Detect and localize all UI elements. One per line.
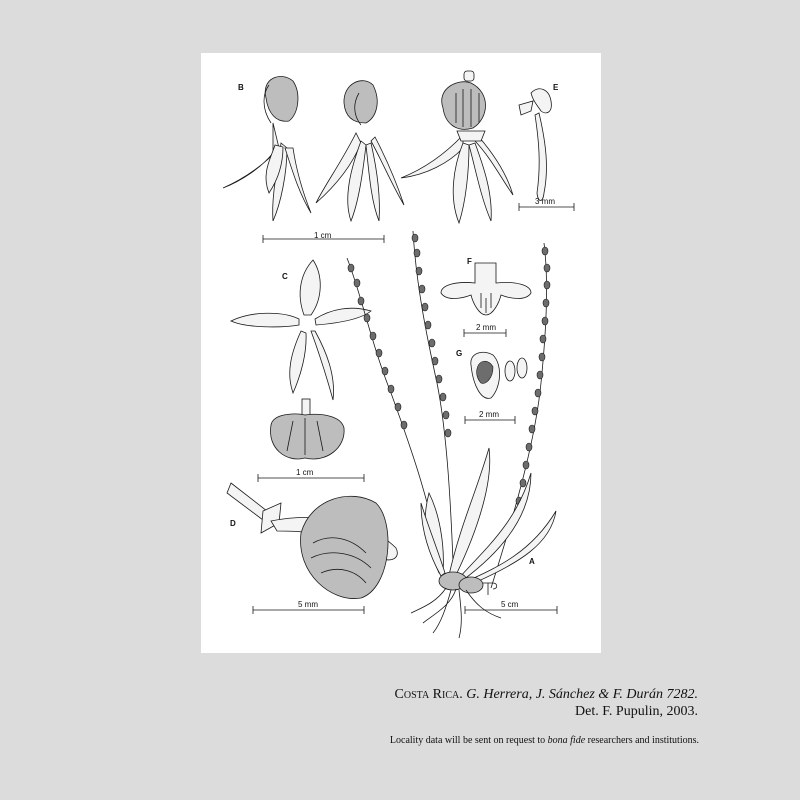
country-label: Costa Rica. <box>394 687 463 702</box>
panel-c-perianth <box>231 260 371 482</box>
locality-note-italic: bona fide <box>547 735 586 746</box>
determination-line: Det. F. Pupulin, 2003. <box>575 704 698 719</box>
locality-note-after: researchers and institutions. <box>585 735 699 746</box>
panel-label-f: F <box>467 257 472 266</box>
scale-label-c: 1 cm <box>296 468 314 477</box>
panel-label-g: G <box>456 349 463 358</box>
locality-note-before: Locality data will be sent on request to <box>389 735 548 746</box>
panel-b-flowers <box>223 71 513 243</box>
locality-note <box>390 735 699 746</box>
panel-d-flower <box>227 483 397 614</box>
collection-line <box>395 686 698 703</box>
scale-label-b: 1 cm <box>314 231 332 240</box>
panel-label-b: B <box>238 83 244 92</box>
panel-label-d: D <box>230 519 236 528</box>
scale-label-d: 5 mm <box>298 600 318 609</box>
collectors-label: G. Herrera, J. Sánchez & F. Durán 7282. <box>466 687 698 702</box>
botanical-illustration-plate <box>201 53 601 653</box>
specimen-caption <box>395 686 698 720</box>
panel-label-e: E <box>553 83 559 92</box>
scale-label-f: 2 mm <box>476 323 496 332</box>
plate-drawing <box>201 53 601 653</box>
panel-label-c: C <box>282 272 288 281</box>
scale-label-a: 5 cm <box>501 600 519 609</box>
panel-label-a: A <box>529 557 535 566</box>
scale-label-g: 2 mm <box>479 410 499 419</box>
scale-label-e: 3 mm <box>535 197 555 206</box>
panel-e-column <box>519 89 574 211</box>
